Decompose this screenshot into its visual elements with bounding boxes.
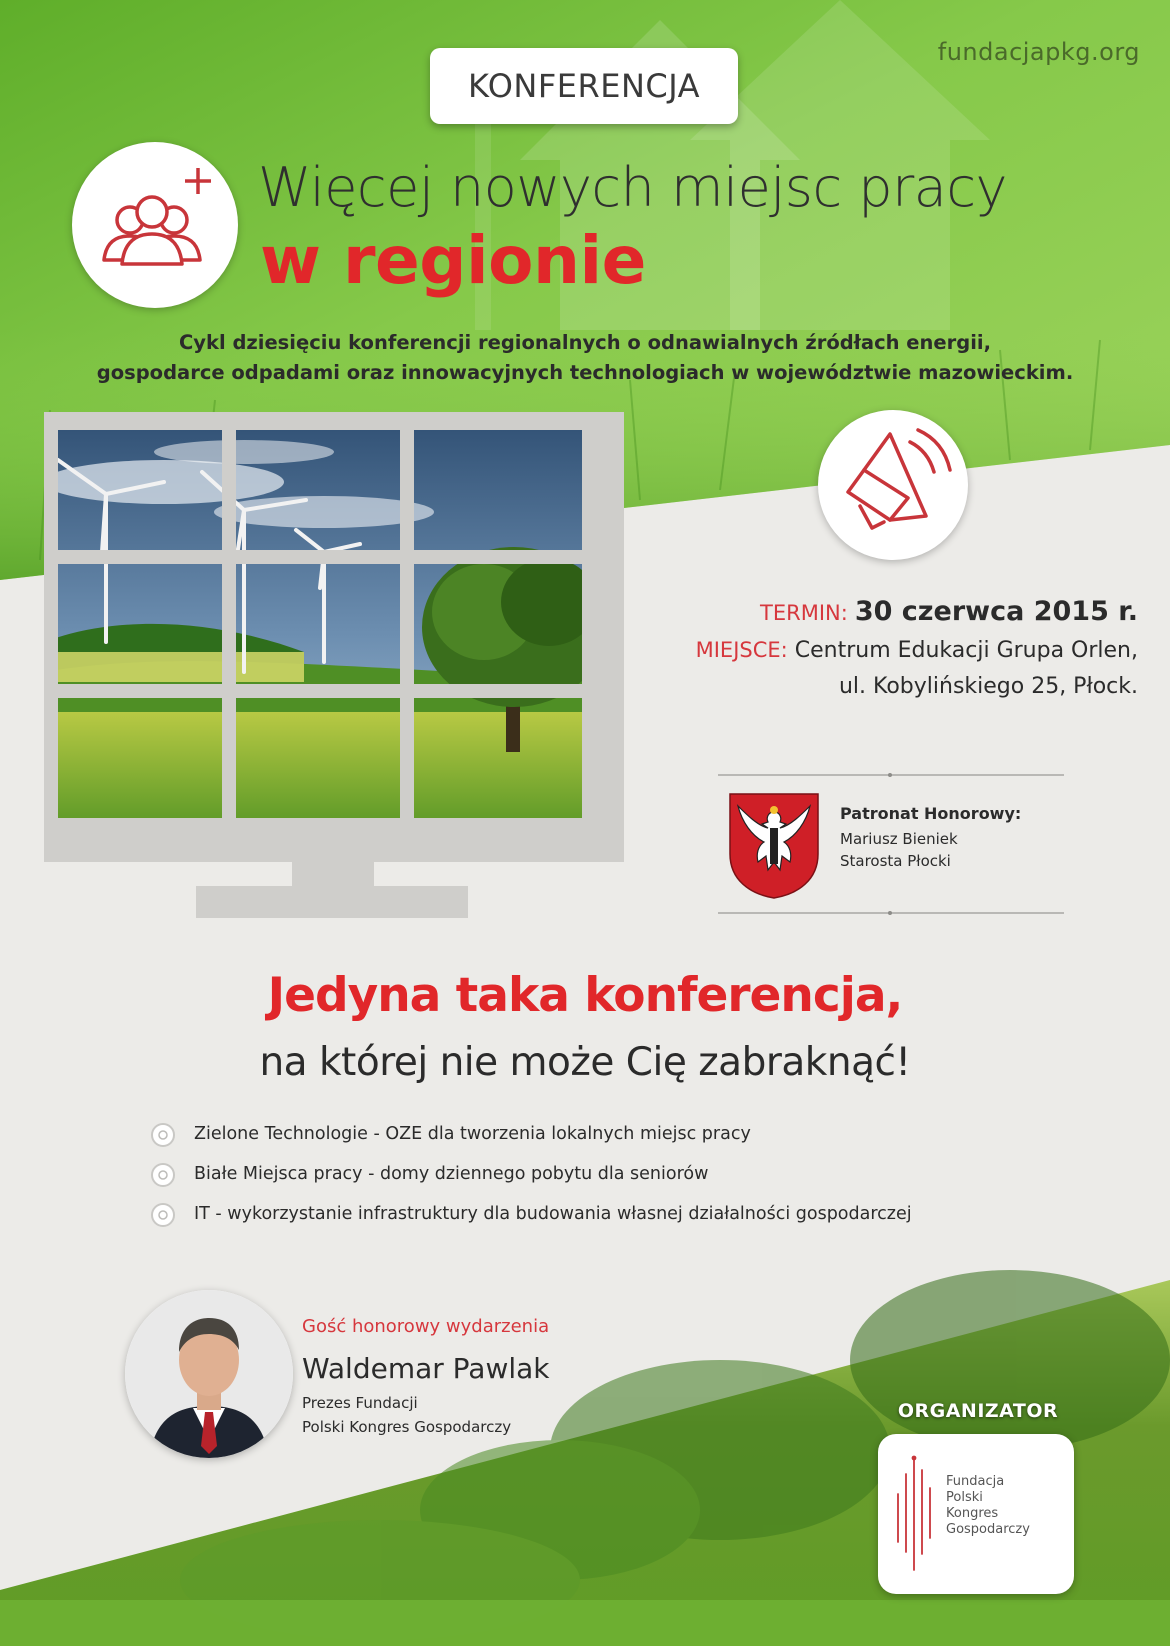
guest-role-line2: Polski Kongres Gospodarczy bbox=[302, 1418, 512, 1436]
people-plus-icon bbox=[72, 142, 238, 308]
divider-bottom bbox=[718, 912, 1064, 914]
list-item bbox=[150, 1118, 1050, 1158]
guest-role-line1: Prezes Fundacji bbox=[302, 1394, 418, 1412]
date-row bbox=[600, 594, 1138, 632]
description-line1: Cykl dziesięciu konferencji regionalnych o odnawialnych źródłach energii, bbox=[179, 331, 991, 354]
guest-photo bbox=[125, 1290, 293, 1458]
bullet-icon bbox=[150, 1202, 176, 1228]
place-name: Centrum Edukacji Grupa Orlen, bbox=[794, 638, 1138, 663]
event-date: 30 czerwca 2015 r. bbox=[854, 596, 1138, 627]
description-line2: gospodarce odpadami oraz innowacyjnych technologiach w województwie mazowieckim. bbox=[96, 361, 1074, 384]
organizer-logo-line4: Gospodarczy bbox=[946, 1522, 1030, 1537]
website-url[interactable]: fundacjapkg.org bbox=[937, 38, 1140, 66]
event-details bbox=[600, 594, 1138, 705]
organizer-logo-line3: Kongres bbox=[946, 1506, 999, 1521]
organizer-logo bbox=[878, 1434, 1074, 1594]
place-row bbox=[600, 632, 1138, 669]
megaphone-icon bbox=[818, 410, 968, 560]
patronage-title: Patronat Honorowy: bbox=[840, 804, 1022, 823]
hook-headline: Jedyna taka konferencja, bbox=[267, 968, 903, 1023]
eagle-coat-of-arms-icon bbox=[728, 792, 820, 900]
wind-turbine-landscape-image bbox=[44, 412, 624, 862]
date-label: TERMIN: bbox=[760, 601, 848, 625]
hook-subheadline: na której nie może Cię zabraknąć! bbox=[259, 1040, 911, 1085]
organizer-label: ORGANIZATOR bbox=[897, 1400, 1059, 1422]
people-icon-circle bbox=[72, 142, 238, 308]
megaphone-icon-circle bbox=[818, 410, 968, 560]
topic-text: IT - wykorzystanie infrastruktury dla budowania własnej działalności gospodarczej bbox=[194, 1204, 912, 1224]
patron-role: Starosta Płocki bbox=[840, 852, 951, 870]
guest-name: Waldemar Pawlak bbox=[302, 1352, 550, 1385]
organizer-logo-line1: Fundacja bbox=[946, 1474, 1005, 1489]
bullet-icon bbox=[150, 1122, 176, 1148]
place-label: MIEJSCE: bbox=[695, 638, 788, 662]
headline-line1: Więcej nowych miejsc pracy bbox=[258, 156, 1008, 219]
organizer-logo-mark bbox=[886, 1434, 946, 1594]
monitor-stand-base bbox=[196, 886, 468, 918]
divider-top bbox=[718, 774, 1064, 776]
bullet-icon bbox=[150, 1162, 176, 1188]
organizer-logo-line2: Polski bbox=[946, 1490, 983, 1505]
list-item bbox=[150, 1158, 1050, 1198]
topic-text: Białe Miejsca pracy - domy dziennego pobytu dla seniorów bbox=[194, 1164, 709, 1184]
patron-name: Mariusz Bieniek bbox=[840, 830, 958, 848]
list-item bbox=[150, 1198, 1050, 1238]
event-type-badge: KONFERENCJA bbox=[430, 48, 738, 124]
monitor-frame bbox=[44, 412, 624, 862]
monitor-stand-neck bbox=[292, 862, 374, 888]
guest-label: Gość honorowy wydarzenia bbox=[302, 1316, 550, 1337]
event-description bbox=[40, 328, 1130, 388]
place-address: ul. Kobylińskiego 25, Płock. bbox=[838, 674, 1138, 699]
headline-line2: w regionie bbox=[260, 222, 646, 299]
topics-list bbox=[150, 1118, 1050, 1238]
guest-portrait bbox=[125, 1290, 293, 1458]
topic-text: Zielone Technologie - OZE dla tworzenia lokalnych miejsc pracy bbox=[194, 1124, 751, 1144]
